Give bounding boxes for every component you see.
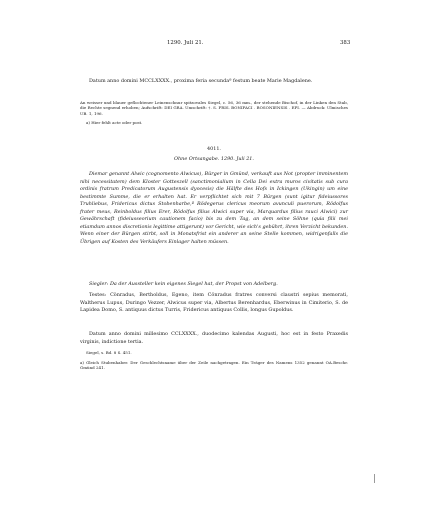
previous-seal-note: An weisser und blauer geflochtener Leinenschnur spitzovales Siegel, c. 56, 36 mm., der stehende Bischof, in der Linken den Stab, die Rechte segnend erhoben; Aufschrift: DEI GRA. Umschrift: †. S. FRIS. BONIFACI . BOSONIENSIS . EPI. — Abdruck: Ulmisches UB. 1, 196. — [80, 100, 348, 116]
document-number: 4011. — [206, 146, 221, 152]
document-heading: Ohne Ortsangabe. 1290. Juli 21. — [174, 156, 254, 162]
page-number: 383 — [340, 40, 351, 46]
sealer-paragraph: Siegler: Da der Aussteller kein eigenes Siegel hat, der Propst von Adelberg. — [89, 281, 278, 287]
dating-paragraph: Datum anno domini millesimo CCLXXXX., duodecimo kalendas Augusti, hoc est in festo Praxedis virginis, indictione tertia. — [80, 331, 348, 345]
running-header-date: 1290. Juli 21. — [167, 40, 204, 46]
regest-paragraph: Diemar genannt Alwic (cognomento Alwicus), Bürger in Gmünd, verkauft aus Not (propter imminentem nihi necessitatem) dem Kloster Gotteszell (sanctimonialium in Cella Dei extra muros civitatis sub cura ordinis fratrum Predicatorum Augustensis dyocesis) die Hälfte des Hofs in Ickingen (Ukingin) um eine bestimmte Summe, die er erhalten hat. Er verpflichtet sich mit 7 Bürgen (sunt igitur fideiussores Truhliebus, Fridericus dictus Stobenharbe,ª Rödegerus clericus meorum avunculi puerorum, Rödolfus frater meus, Reinboldus filius Erer, Rödolfus filius Alwici super via, Marquardus filius rauci Alwici) zur Gewährschaft (fideiusseorium cautionem facio) bis zu dem Tag, an dem seine Söhne (quia filii mei etiamdum annos discretionis legittime attigerunt) vor Gericht, wie sich's gebührt, ihren Verzicht bekunden. Wenn einer der Bürgen stirbt, soll in Monatsfrist ein anderer an seine Stelle kommen, widrigenfalls die Übrigen auf Kosten des Verkäufers Einlager halten müssen. — [80, 171, 348, 245]
footnote: a) Gleich Stubenhaber. Der Geschlechtsname über der Zeile nachgetragen. Ein Träger des Namens 1352 genannt OA.Beschr. Gmünd 241. — [80, 360, 348, 371]
previous-footnote: a) Hier fehlt acte oder post. — [86, 120, 143, 125]
previous-dating-paragraph: Datum anno domini MCCLXXXX., proxima feria secundaª festum beate Marie Magdalene. — [89, 78, 313, 84]
scan-margin-mark — [374, 474, 375, 483]
seal-note: Siegel, s. Bd. 8 S. 451. — [86, 350, 132, 355]
witnesses-paragraph: Testes: Cönradus, Bertholdus, Egeno, item Cönradus fratres conversi claustri sepius memorati, Waltherus Lupus, Duringo Vezzer, Alwicus super via, Albertus Berenhardus, Eberwinus in Cimiterio, S. de Lapidea Domo, S. antiquus dictus Turris, Fridericus antiquus Collis, longus Gupoldus. — [80, 292, 348, 313]
